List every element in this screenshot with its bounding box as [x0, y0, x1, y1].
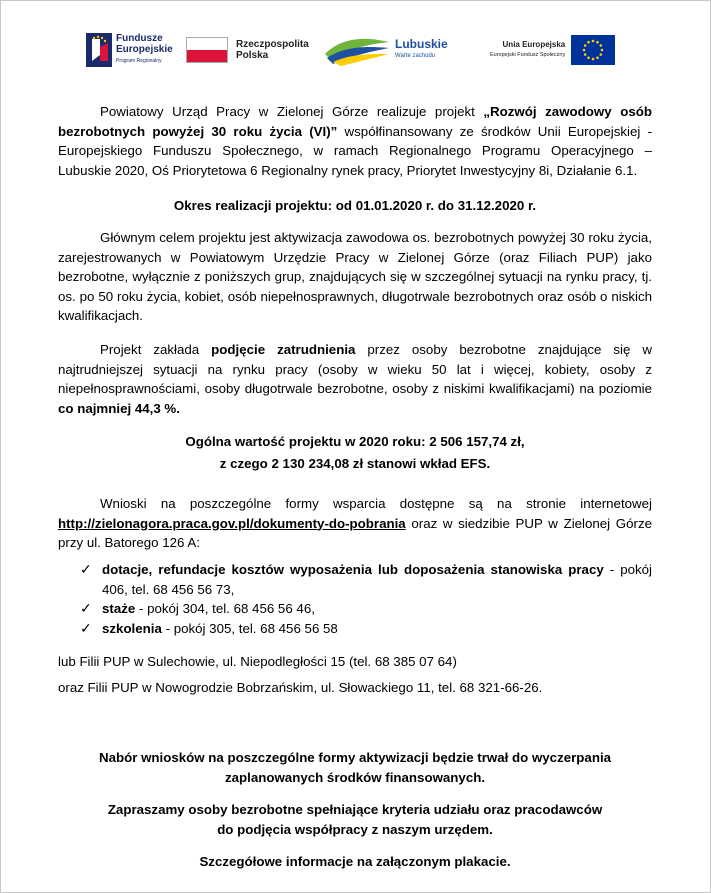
lubuskie-sub: Warte zachodu — [395, 53, 436, 59]
checkmark-icon: ✓ — [80, 600, 92, 616]
list-item-details: - pokój 305, tel. 68 456 56 58 — [161, 620, 338, 636]
project-value-line2: z czego 2 130 234,08 zł stanowi wkład EFS. — [219, 456, 491, 471]
intro-paragraph — [58, 102, 652, 180]
recruitment-line1: Nabór wniosków na poszczególne formy aktywizacji będzie trwał do wyczerpania — [98, 750, 612, 765]
intro-before: Powiatowy Urząd Pracy w Zielonej Górze realizuje projekt — [100, 104, 484, 119]
support-forms-list — [80, 560, 652, 638]
invitation-line2: do podjęcia współpracy z naszym urzędem. — [217, 822, 493, 837]
goal-paragraph: Głównym celem projektu jest aktywizacja zawodowa os. bezrobotnych powyżej 30 roku życia, zarejestrowanych w Powiatowym Urzędzie Pracy w Zielonej Górze (oraz Filiach PUP) jako bezrobotne, wyłącznie z poniższych grup, znajdujących się w szczególnej sytuacji na rynku pracy, tj. os. po 50 roku życia, kobiet, osób niepełnosprawnych, długotrwale bezrobotnych oraz osób o niskich kwalifikacjach. — [58, 230, 652, 323]
employment-paragraph — [58, 340, 652, 418]
fe-emblem-icon — [86, 33, 112, 67]
list-item-title: szkolenia — [102, 620, 162, 636]
eu-flag-icon — [571, 35, 615, 65]
unia-europejska-logo — [490, 26, 615, 74]
lubuskie-name: Lubuskie — [395, 37, 448, 51]
checkmark-icon: ✓ — [80, 561, 92, 577]
ue-line2: Europejski Fundusz Społeczny — [490, 52, 566, 58]
list-item-title: staże — [102, 601, 136, 616]
rp-line1: Rzeczpospolita — [236, 39, 309, 50]
employment-bold2: co najmniej 44,3 %. — [58, 400, 180, 416]
employment-bold1: podjęcie zatrudnienia — [211, 342, 356, 357]
ue-line1: Unia Europejska — [502, 40, 566, 49]
branch-nowogrod: oraz Filii PUP w Nowogrodzie Bobrzańskim, ul. Słowackiego 11, tel. 68 321-66-26. — [58, 680, 543, 695]
polish-flag-icon — [186, 37, 228, 63]
documents-link[interactable]: http://zielonagora.praca.gov.pl/dokumenty-do-pobrania — [58, 515, 406, 531]
applications-paragraph — [58, 494, 652, 553]
project-name: „Rozwój zawodowy osób bezrobotnych powyżej 30 roku życia (VI)” — [58, 104, 652, 139]
fe-line1: Fundusze — [116, 33, 163, 44]
applications-before: Wnioski na poszczególne formy wsparcia dostępne są na stronie internetowej — [100, 496, 652, 511]
details-note: Szczegółowe informacje na załączonym plakacie. — [199, 854, 511, 869]
logo-bar — [86, 26, 626, 74]
rp-line2: Polska — [236, 50, 269, 61]
list-item-title: dotacje, refundacje kosztów wyposażenia lub doposażenia stanowiska pracy — [102, 562, 604, 577]
list-item — [80, 599, 652, 619]
applications-after: oraz w siedzibie PUP w Zielonej Górze przy ul. Batorego 126 A: — [58, 515, 652, 550]
checkmark-icon: ✓ — [80, 619, 92, 636]
project-period: Okres realizacji projektu: od 01.01.2020 r. do 31.12.2020 r. — [173, 198, 537, 213]
invitation-line1: Zapraszamy osoby bezrobotne spełniające kryteria udziału oraz pracodawców — [107, 802, 603, 817]
fe-line2: Europejskie — [116, 44, 173, 55]
lubuskie-logo — [323, 26, 448, 74]
project-value-line1: Ogólna wartość projektu w 2020 roku: 2 506 157,74 zł, — [185, 434, 525, 449]
rzeczpospolita-polska-logo — [186, 26, 309, 74]
fundusze-europejskie-logo — [86, 26, 173, 74]
employment-before: Projekt zakłada — [100, 342, 212, 357]
recruitment-line2: zaplanowanych środków finansowanych. — [224, 770, 486, 785]
fe-sub: Program Regionalny — [116, 58, 162, 64]
list-item — [80, 560, 652, 599]
list-item — [80, 619, 652, 639]
employment-middle: przez osoby bezrobotne znajdujące się w najtrudniejszej sytuacji na rynku pracy (osoby w wieku 50 lat i więcej, kobiety, osoby z niepełnosprawnościami, osoby długotrwale bezrobotne, osoby z niskimi kwalifikacjami) na poziomie — [58, 342, 652, 396]
list-item-details: - pokój 304, tel. 68 456 56 46, — [135, 601, 315, 616]
branch-sulechow: lub Filii PUP w Sulechowie, ul. Niepodległości 15 (tel. 68 385 07 64) — [58, 654, 457, 669]
intro-after: współfinansowany ze środków Unii Europejskiej - Europejskiego Funduszu Społecznego, w ramach Regionalnego Programu Operacyjnego – Lubuskie 2020, Oś Priorytetowa 6 Regionalny rynek pracy, Priorytet Inwestycyjny 8i, Działanie 6.1. — [58, 123, 653, 178]
lubuskie-waves-icon — [323, 32, 391, 68]
list-item-details: - pokój 406, tel. 68 456 56 73, — [102, 562, 652, 597]
